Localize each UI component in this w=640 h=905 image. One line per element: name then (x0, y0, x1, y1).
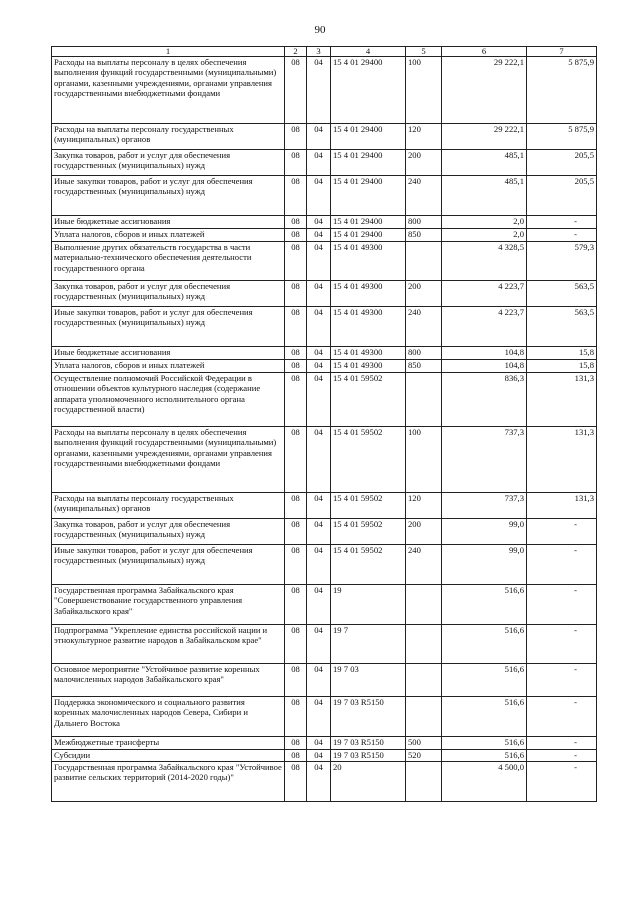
table-body (52, 57, 597, 802)
table-row (52, 762, 597, 802)
table-row (52, 176, 597, 216)
expense-type-cell: 100 (406, 57, 442, 124)
amount-col7-cell: - (527, 519, 597, 545)
table-row (52, 737, 597, 750)
table-row (52, 216, 597, 229)
expense-name-cell: Выполнение других обязательств государства в части материально-технического обеспечения деятельности государственного органа (52, 242, 285, 281)
expense-type-cell: 200 (406, 519, 442, 545)
target-code-cell: 15 4 01 29400 (331, 124, 406, 150)
expense-name-cell: Закупка товаров, работ и услуг для обеспечения государственных (муниципальных) нужд (52, 519, 285, 545)
amount-col7-cell: - (527, 664, 597, 697)
amount-col6-cell: 516,6 (442, 664, 527, 697)
section-cell: 08 (285, 307, 307, 347)
target-code-cell: 20 (331, 762, 406, 802)
subsection-cell: 04 (307, 360, 331, 373)
column-header-3: 3 (307, 47, 331, 57)
amount-col6-cell: 516,6 (442, 585, 527, 625)
subsection-cell: 04 (307, 347, 331, 360)
amount-col7-cell: - (527, 737, 597, 750)
amount-col6-cell: 836,3 (442, 373, 527, 427)
target-code-cell: 15 4 01 49300 (331, 242, 406, 281)
table-row (52, 545, 597, 585)
expense-type-cell: 240 (406, 307, 442, 347)
section-cell: 08 (285, 229, 307, 242)
expense-type-cell: 850 (406, 360, 442, 373)
column-header-6: 6 (442, 47, 527, 57)
target-code-cell: 15 4 01 59502 (331, 519, 406, 545)
expense-type-cell: 850 (406, 229, 442, 242)
column-header-4: 4 (331, 47, 406, 57)
table-row (52, 57, 597, 124)
target-code-cell: 19 7 03 R5150 (331, 737, 406, 750)
amount-col6-cell: 99,0 (442, 545, 527, 585)
subsection-cell: 04 (307, 737, 331, 750)
expense-name-cell: Расходы на выплаты персоналу в целях обеспечения выполнения функций государственными (муниципальными) органами, казенными учреждениями, органами управления государственными внебюджетными фондами (52, 57, 285, 124)
subsection-cell: 04 (307, 493, 331, 519)
amount-col7-cell: 5 875,9 (527, 57, 597, 124)
target-code-cell: 15 4 01 29400 (331, 150, 406, 176)
amount-col6-cell: 485,1 (442, 176, 527, 216)
table-row (52, 493, 597, 519)
expense-name-cell: Основное мероприятие "Устойчивое развитие коренных малочисленных народов Забайкальского края" (52, 664, 285, 697)
table-row (52, 625, 597, 664)
target-code-cell: 15 4 01 29400 (331, 229, 406, 242)
amount-col7-cell: 131,3 (527, 427, 597, 493)
target-code-cell: 19 7 03 (331, 664, 406, 697)
table-row (52, 281, 597, 307)
amount-col6-cell: 737,3 (442, 493, 527, 519)
amount-col7-cell: - (527, 216, 597, 229)
expense-type-cell (406, 373, 442, 427)
subsection-cell: 04 (307, 697, 331, 737)
amount-col7-cell: - (527, 750, 597, 762)
target-code-cell: 15 4 01 49300 (331, 360, 406, 373)
subsection-cell: 04 (307, 585, 331, 625)
expense-name-cell: Подпрограмма "Укрепление единства российской нации и этнокультурное развитие народов в Забайкальском крае" (52, 625, 285, 664)
amount-col6-cell: 4 223,7 (442, 281, 527, 307)
expense-name-cell: Осуществление полномочий Российской Федерации в отношении объектов культурного наследия (содержание аппарата уполномоченного исполнительного органа государственной власти) (52, 373, 285, 427)
expense-type-cell: 200 (406, 150, 442, 176)
subsection-cell: 04 (307, 216, 331, 229)
subsection-cell: 04 (307, 519, 331, 545)
expense-name-cell: Иные закупки товаров, работ и услуг для обеспечения государственных (муниципальных) нужд (52, 176, 285, 216)
expense-type-cell: 800 (406, 216, 442, 229)
table-row (52, 242, 597, 281)
amount-col6-cell: 104,8 (442, 360, 527, 373)
table-row (52, 750, 597, 762)
section-cell: 08 (285, 57, 307, 124)
expense-name-cell: Расходы на выплаты персоналу в целях обеспечения выполнения функций государственными (муниципальными) органами, казенными учреждениями, органами управления государственными внебюджетными фондами (52, 427, 285, 493)
section-cell: 08 (285, 750, 307, 762)
expense-name-cell: Уплата налогов, сборов и иных платежей (52, 229, 285, 242)
table-row (52, 360, 597, 373)
header-row (52, 47, 597, 57)
expense-name-cell: Закупка товаров, работ и услуг для обеспечения государственных (муниципальных) нужд (52, 281, 285, 307)
target-code-cell: 15 4 01 59502 (331, 427, 406, 493)
target-code-cell: 19 7 03 R5150 (331, 697, 406, 737)
amount-col7-cell: 579,3 (527, 242, 597, 281)
subsection-cell: 04 (307, 750, 331, 762)
amount-col6-cell: 29 222,1 (442, 57, 527, 124)
target-code-cell: 15 4 01 29400 (331, 176, 406, 216)
amount-col7-cell: 131,3 (527, 493, 597, 519)
expense-type-cell (406, 625, 442, 664)
amount-col7-cell: - (527, 585, 597, 625)
expense-type-cell: 240 (406, 545, 442, 585)
section-cell: 08 (285, 176, 307, 216)
target-code-cell: 15 4 01 59502 (331, 493, 406, 519)
amount-col7-cell: - (527, 545, 597, 585)
page-number: 90 (314, 24, 326, 36)
expense-type-cell (406, 697, 442, 737)
amount-col7-cell: - (527, 697, 597, 737)
section-cell: 08 (285, 762, 307, 802)
subsection-cell: 04 (307, 57, 331, 124)
section-cell: 08 (285, 242, 307, 281)
budget-table (51, 46, 597, 802)
subsection-cell: 04 (307, 307, 331, 347)
section-cell: 08 (285, 737, 307, 750)
expense-type-cell: 500 (406, 737, 442, 750)
amount-col7-cell: - (527, 762, 597, 802)
table-row (52, 124, 597, 150)
expense-name-cell: Расходы на выплаты персоналу государственных (муниципальных) органов (52, 493, 285, 519)
subsection-cell: 04 (307, 281, 331, 307)
table-row (52, 307, 597, 347)
amount-col7-cell: 131,3 (527, 373, 597, 427)
expense-type-cell: 240 (406, 176, 442, 216)
amount-col7-cell: 5 875,9 (527, 124, 597, 150)
table-row (52, 664, 597, 697)
amount-col7-cell: 205,5 (527, 176, 597, 216)
amount-col7-cell: 563,5 (527, 281, 597, 307)
amount-col6-cell: 99,0 (442, 519, 527, 545)
expense-name-cell: Иные бюджетные ассигнования (52, 216, 285, 229)
subsection-cell: 04 (307, 664, 331, 697)
subsection-cell: 04 (307, 373, 331, 427)
expense-type-cell (406, 762, 442, 802)
subsection-cell: 04 (307, 242, 331, 281)
target-code-cell: 15 4 01 59502 (331, 545, 406, 585)
expense-type-cell: 100 (406, 427, 442, 493)
table-row (52, 519, 597, 545)
amount-col6-cell: 2,0 (442, 216, 527, 229)
amount-col6-cell: 516,6 (442, 737, 527, 750)
expense-name-cell: Поддержка экономического и социального развития коренных малочисленных народов Севера, Сибири и Дальнего Востока (52, 697, 285, 737)
amount-col6-cell: 516,6 (442, 625, 527, 664)
amount-col6-cell: 737,3 (442, 427, 527, 493)
section-cell: 08 (285, 585, 307, 625)
section-cell: 08 (285, 625, 307, 664)
section-cell: 08 (285, 519, 307, 545)
table-row (52, 347, 597, 360)
expense-type-cell (406, 664, 442, 697)
subsection-cell: 04 (307, 427, 331, 493)
amount-col6-cell: 4 328,5 (442, 242, 527, 281)
expense-name-cell: Закупка товаров, работ и услуг для обеспечения государственных (муниципальных) нужд (52, 150, 285, 176)
amount-col6-cell: 4 500,0 (442, 762, 527, 802)
expense-name-cell: Уплата налогов, сборов и иных платежей (52, 360, 285, 373)
target-code-cell: 19 7 (331, 625, 406, 664)
target-code-cell: 15 4 01 29400 (331, 216, 406, 229)
column-header-5: 5 (406, 47, 442, 57)
target-code-cell: 15 4 01 49300 (331, 307, 406, 347)
section-cell: 08 (285, 697, 307, 737)
amount-col6-cell: 4 223,7 (442, 307, 527, 347)
expense-type-cell: 800 (406, 347, 442, 360)
expense-type-cell (406, 242, 442, 281)
subsection-cell: 04 (307, 176, 331, 216)
target-code-cell: 15 4 01 59502 (331, 373, 406, 427)
section-cell: 08 (285, 545, 307, 585)
table-row (52, 427, 597, 493)
table-row (52, 150, 597, 176)
table-row (52, 373, 597, 427)
target-code-cell: 15 4 01 29400 (331, 57, 406, 124)
table-row (52, 585, 597, 625)
expense-name-cell: Субсидии (52, 750, 285, 762)
expense-type-cell: 200 (406, 281, 442, 307)
section-cell: 08 (285, 150, 307, 176)
section-cell: 08 (285, 124, 307, 150)
subsection-cell: 04 (307, 545, 331, 585)
target-code-cell: 19 (331, 585, 406, 625)
expense-name-cell: Иные закупки товаров, работ и услуг для обеспечения государственных (муниципальных) нужд (52, 307, 285, 347)
column-header-2: 2 (285, 47, 307, 57)
amount-col6-cell: 516,6 (442, 697, 527, 737)
amount-col6-cell: 485,1 (442, 150, 527, 176)
amount-col6-cell: 104,8 (442, 347, 527, 360)
column-header-7: 7 (527, 47, 597, 57)
amount-col6-cell: 2,0 (442, 229, 527, 242)
amount-col7-cell: 15,8 (527, 360, 597, 373)
section-cell: 08 (285, 216, 307, 229)
section-cell: 08 (285, 664, 307, 697)
expense-name-cell: Государственная программа Забайкальского края "Совершенствование государственного управления Забайкальского края" (52, 585, 285, 625)
section-cell: 08 (285, 360, 307, 373)
expense-type-cell: 120 (406, 493, 442, 519)
section-cell: 08 (285, 281, 307, 307)
section-cell: 08 (285, 347, 307, 360)
expense-name-cell: Иные бюджетные ассигнования (52, 347, 285, 360)
section-cell: 08 (285, 373, 307, 427)
expense-name-cell: Межбюджетные трансферты (52, 737, 285, 750)
subsection-cell: 04 (307, 124, 331, 150)
amount-col7-cell: - (527, 625, 597, 664)
amount-col6-cell: 516,6 (442, 750, 527, 762)
amount-col7-cell: - (527, 229, 597, 242)
target-code-cell: 15 4 01 49300 (331, 281, 406, 307)
subsection-cell: 04 (307, 625, 331, 664)
section-cell: 08 (285, 493, 307, 519)
expense-name-cell: Иные закупки товаров, работ и услуг для обеспечения государственных (муниципальных) нужд (52, 545, 285, 585)
expense-name-cell: Расходы на выплаты персоналу государственных (муниципальных) органов (52, 124, 285, 150)
table-row (52, 697, 597, 737)
amount-col7-cell: 563,5 (527, 307, 597, 347)
target-code-cell: 15 4 01 49300 (331, 347, 406, 360)
subsection-cell: 04 (307, 229, 331, 242)
expense-name-cell: Государственная программа Забайкальского края "Устойчивое развитие сельских территорий (2014-2020 годы)" (52, 762, 285, 802)
expense-type-cell: 120 (406, 124, 442, 150)
amount-col7-cell: 15,8 (527, 347, 597, 360)
target-code-cell: 19 7 03 R5150 (331, 750, 406, 762)
amount-col7-cell: 205,5 (527, 150, 597, 176)
subsection-cell: 04 (307, 150, 331, 176)
column-header-1: 1 (52, 47, 285, 57)
expense-type-cell (406, 585, 442, 625)
section-cell: 08 (285, 427, 307, 493)
expense-type-cell: 520 (406, 750, 442, 762)
amount-col6-cell: 29 222,1 (442, 124, 527, 150)
table-row (52, 229, 597, 242)
subsection-cell: 04 (307, 762, 331, 802)
